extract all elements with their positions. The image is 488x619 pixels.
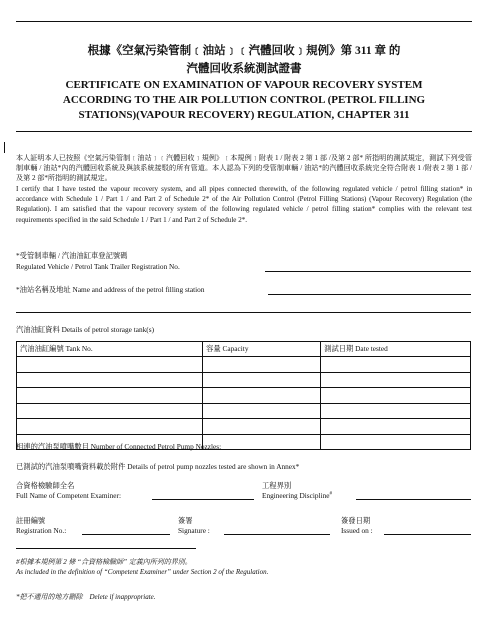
vehicle-label-en: Regulated Vehicle / Petrol Tank Trailer Registration No. xyxy=(16,262,180,271)
delete-footnote-zh: *把不適用的地方刪除 xyxy=(16,593,83,601)
connected-nozzles-label: 相連的汽油泵噴嘴數目 Number of Connected Petrol Pump Nozzles: xyxy=(16,442,222,451)
issued-on-label-en: Issued on : xyxy=(341,526,373,535)
header-rule xyxy=(16,131,472,132)
signature-label-en: Signature : xyxy=(178,526,210,535)
discipline-footnote-zh: #根據本規例第 2 條 “合資格檢驗師” 定義內所列的界別。 xyxy=(16,558,192,566)
station-name-field[interactable] xyxy=(268,294,471,295)
date-tested-cell[interactable] xyxy=(321,357,471,373)
table-row xyxy=(17,403,471,419)
tank-no-header: 汽油油缸編號 Tank No. xyxy=(17,342,203,357)
date-tested-cell[interactable] xyxy=(321,434,471,450)
title-en-line1: CERTIFICATE ON EXAMINATION OF VAPOUR RECOVERY SYSTEM xyxy=(65,79,423,91)
date-tested-cell[interactable] xyxy=(321,388,471,404)
title-en-line3: STATIONS)(VAPOUR RECOVERY) REGULATION, CHAPTER 311 xyxy=(78,109,410,121)
discipline-field[interactable] xyxy=(356,499,471,500)
discipline-label-text: Engineering Discipline xyxy=(262,491,330,500)
tank-no-cell[interactable] xyxy=(17,403,203,419)
footnote-rule xyxy=(16,548,196,549)
table-row xyxy=(17,372,471,388)
table-row xyxy=(17,388,471,404)
date-tested-cell[interactable] xyxy=(321,403,471,419)
registration-label-zh: 註冊編號 xyxy=(16,516,46,525)
examiner-name-label-zh: 合資格檢驗師全名 xyxy=(16,481,75,490)
capacity-header: 容量 Capacity xyxy=(203,342,321,357)
top-rule xyxy=(16,21,472,22)
discipline-footnote-en: As included in the definition of “Competent Examiner” under Section 2 of the Regulation. xyxy=(16,568,269,576)
table-row xyxy=(17,419,471,435)
date-tested-header: 測試日期 Date tested xyxy=(321,342,471,357)
registration-field[interactable] xyxy=(82,534,170,535)
issued-on-label-zh: 簽發日期 xyxy=(341,516,371,525)
text-cursor xyxy=(4,142,5,153)
signature-label-zh: 簽署 xyxy=(178,516,193,525)
capacity-cell[interactable] xyxy=(203,403,321,419)
tank-no-cell[interactable] xyxy=(17,357,203,373)
station-address-field[interactable] xyxy=(16,312,471,313)
vehicle-registration-field[interactable] xyxy=(265,271,471,272)
discipline-footnote-mark: # xyxy=(329,491,332,497)
capacity-cell[interactable] xyxy=(203,357,321,373)
table-row xyxy=(17,357,471,373)
nozzles-annex-label: 已測試的汽油泵噴嘴資料載於附件 Details of petrol pump nozzles tested are shown in Annex* xyxy=(16,462,300,471)
station-label: *油站名稱及地址 Name and address of the petrol filling station xyxy=(16,285,205,294)
examiner-name-field[interactable] xyxy=(152,499,254,500)
tank-table xyxy=(16,341,471,450)
date-tested-cell[interactable] xyxy=(321,419,471,435)
capacity-cell[interactable] xyxy=(203,388,321,404)
capacity-cell[interactable] xyxy=(203,372,321,388)
tank-no-cell[interactable] xyxy=(17,388,203,404)
capacity-cell[interactable] xyxy=(203,419,321,435)
delete-footnote-en: Delete if inappropriate. xyxy=(89,593,156,601)
discipline-label-en xyxy=(262,491,332,500)
certification-text-en: I certify that I have tested the vapour recovery system, and all pipes connected therewith, of the following regulated vehicle / petrol filling station* in accordance with Schedule 1 / Part 1 / and Part 2 of Schedule 2* of the Air Pollution Control (Petrol Filling Stations) (Vapour Recovery) Regulation (the Regulation). I am satisfied that the vapour recovery system of the following regulated vehicle / petrol filling station* complies with the relevant test requirements specified in the said Schedule 1 / Part 1 / and Part 2 of Schedule 2*. xyxy=(16,185,472,224)
title-en-line2: ACCORDING TO THE AIR POLLUTION CONTROL (PETROL FILLING xyxy=(62,94,426,106)
date-tested-cell[interactable] xyxy=(321,372,471,388)
certification-text-zh: 本人証明本人已按照《空氣污染管制﹝油站﹞﹝汽體回收﹞規例》﹝本規例﹞附表 1 / 附表 2 第 1 部 /及第 2 部* 所指明的測試規定，測試下列受管制車輛 / 油站*內的汽體回收系統及與該系統接駁的所有管道。本人認為下列的受管制車輛 / 油站*的汽體回收系統完全符合附表 1 /附表 2 第 1 部 /及第 2 部*所指明的測試規定。 xyxy=(16,154,472,183)
tank-no-cell[interactable] xyxy=(17,419,203,435)
registration-label-en: Registration No.: xyxy=(16,526,67,535)
tanks-heading: 汽油油缸資料 Details of petrol storage tank(s) xyxy=(16,325,155,334)
title-zh-line1: 根據《空氣污染管制﹝油站﹞﹝汽體回收﹞規例》第 311 章 的 xyxy=(87,45,401,57)
discipline-label-zh: 工程界別 xyxy=(262,481,292,490)
signature-field[interactable] xyxy=(224,534,330,535)
title-zh-line2: 汽體回收系統測試證書 xyxy=(186,63,302,75)
examiner-name-label-en: Full Name of Competent Examiner: xyxy=(16,491,121,500)
issued-on-field[interactable] xyxy=(384,534,471,535)
vehicle-label-zh: *受管制車輛 / 汽油油缸車登記號碼 xyxy=(16,251,128,260)
delete-footnote xyxy=(16,592,156,602)
tank-no-cell[interactable] xyxy=(17,372,203,388)
